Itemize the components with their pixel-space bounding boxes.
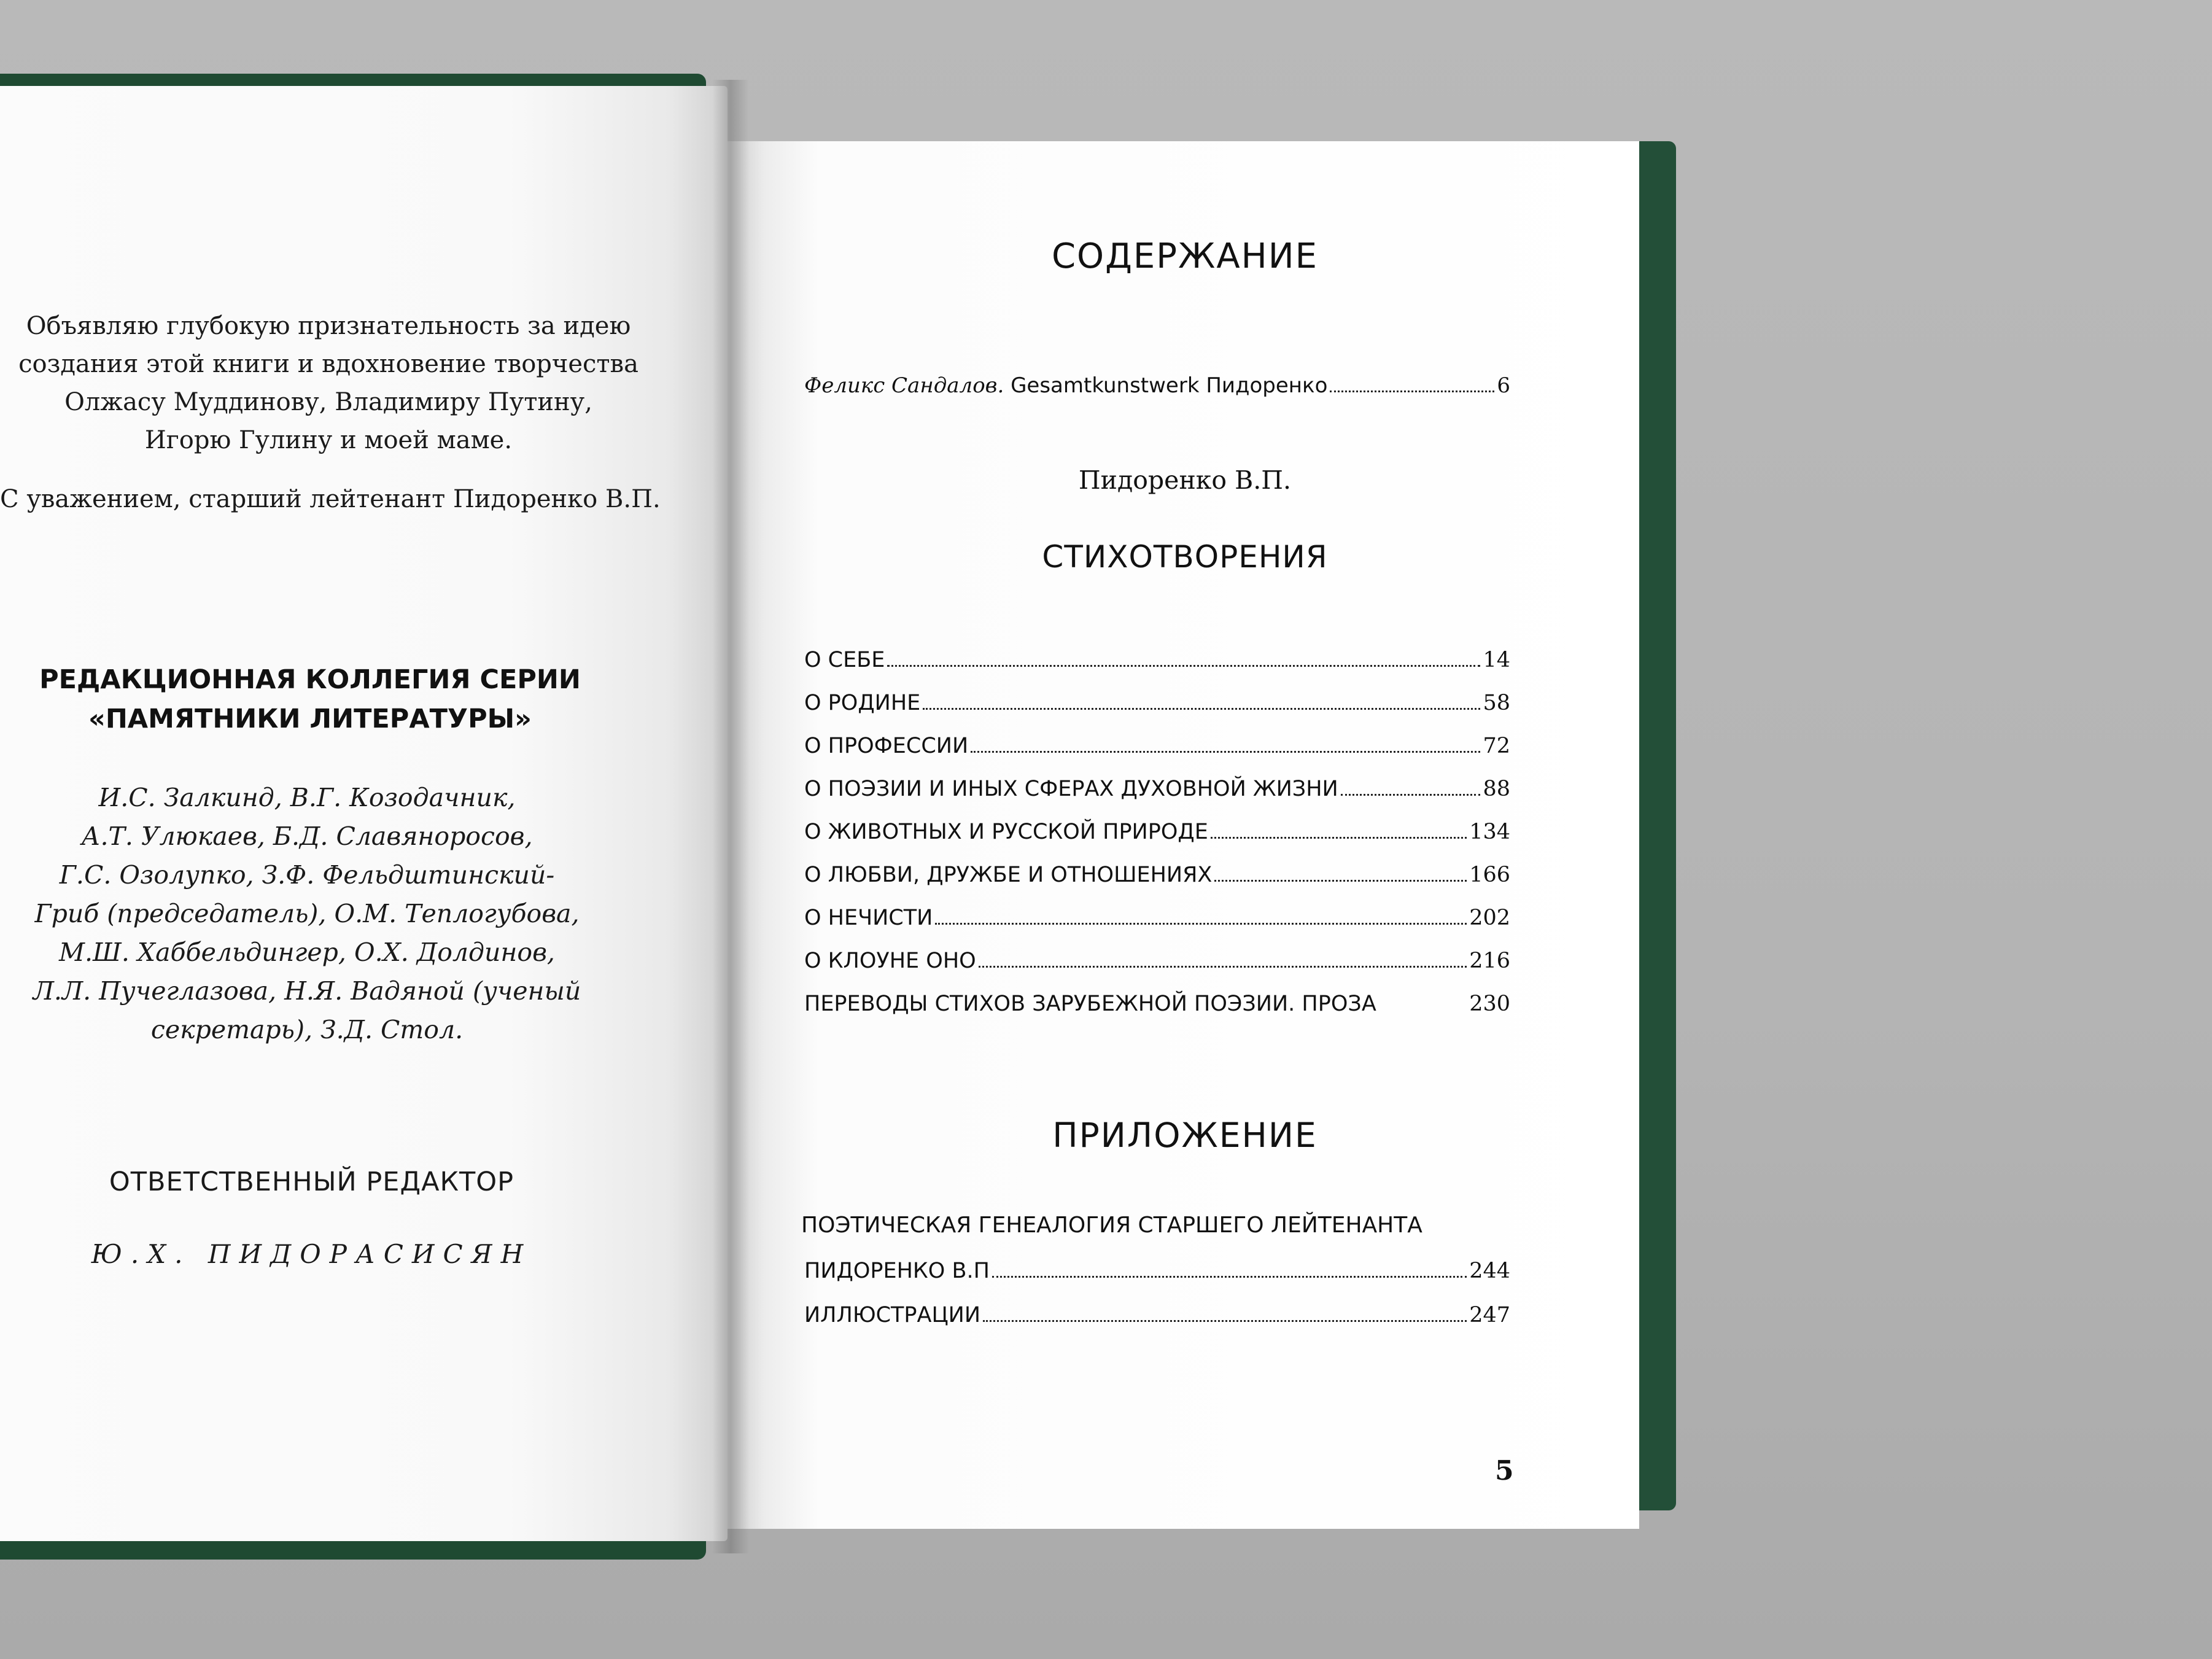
toc-entry-page: 244 — [1469, 1259, 1510, 1283]
toc-dot-leader — [983, 1320, 1467, 1322]
toc-entry-page: 247 — [1469, 1303, 1510, 1327]
toc-entry-label: О ПРОФЕССИИ — [804, 734, 969, 758]
toc-entry — [804, 734, 1510, 758]
acknowledgement-line: Объявляю глубокую признательность за идею — [26, 312, 631, 340]
toc-entry-label: О РОДИНЕ — [804, 691, 921, 715]
toc-entry — [804, 1303, 1510, 1327]
board-title-line: «ПАМЯТНИКИ ЛИТЕРАТУРЫ» — [88, 704, 532, 734]
signature: С уважением, старший лейтенант Пидоренко В.П. — [0, 485, 661, 513]
toc-dot-leader — [1214, 880, 1467, 882]
toc-dot-leader — [971, 751, 1480, 753]
toc-entry — [804, 691, 1510, 715]
board-member-line: М.Ш. Хаббельдингер, О.Х. Долдинов, — [59, 938, 555, 967]
toc-entry — [804, 648, 1510, 672]
toc-dot-leader — [1330, 390, 1494, 392]
toc-entry — [804, 820, 1510, 844]
toc-entry-page: 72 — [1483, 734, 1510, 758]
toc-entry-text: Gesamtkunstwerk Пидоренко — [1004, 373, 1328, 398]
acknowledgement-line: Олжасу Муддинову, Владимиру Путину, — [64, 388, 592, 416]
acknowledgement-line: создания этой книги и вдохновение творчества — [18, 350, 638, 378]
toc-entry-label: ПИДОРЕНКО В.П — [804, 1259, 990, 1283]
board-member-line: Л.Л. Пучеглазова, Н.Я. Вадяной (ученый — [33, 976, 581, 1006]
poems-section-title: СТИХОТВОРЕНИЯ — [1042, 539, 1328, 575]
toc-dot-leader — [1211, 837, 1467, 839]
toc-entry-label: О КЛОУНЕ ОНО — [804, 949, 976, 973]
toc-entry — [804, 777, 1510, 801]
contents-title: СОДЕРЖАНИЕ — [1051, 236, 1319, 276]
toc-dot-leader — [1341, 794, 1481, 796]
toc-entry-page: 14 — [1483, 648, 1510, 672]
toc-entry-label: ПЕРЕВОДЫ СТИХОВ ЗАРУБЕЖНОЙ ПОЭЗИИ. ПРОЗА — [804, 992, 1376, 1016]
toc-dot-leader — [923, 708, 1480, 710]
responsible-editor-name: Ю.Х. ПИДОРАСИСЯН — [91, 1239, 532, 1269]
toc-dot-leader — [887, 665, 1480, 667]
toc-entry-page: 6 — [1497, 373, 1510, 398]
toc-entry-label: ИЛЛЮСТРАЦИИ — [804, 1303, 981, 1327]
toc-entry-page: 88 — [1483, 777, 1510, 801]
board-members — [0, 779, 614, 1049]
toc-dot-leader — [979, 966, 1467, 968]
toc-entry-label — [804, 373, 1327, 398]
acknowledgement-line: Игорю Гулину и моей маме. — [144, 426, 513, 454]
board-title-line: РЕДАКЦИОННАЯ КОЛЛЕГИЯ СЕРИИ — [39, 664, 581, 695]
board-member-line: Г.С. Озолупко, З.Ф. Фельдштинский- — [59, 860, 555, 890]
toc-entry — [804, 992, 1510, 1016]
appendix-title: ПРИЛОЖЕНИЕ — [1052, 1116, 1317, 1155]
toc-dot-leader — [992, 1276, 1467, 1278]
board-member-line: Гриб (председатель), О.М. Теплогубова, — [34, 899, 580, 928]
toc-entry-page: 202 — [1469, 906, 1510, 930]
toc-entry — [804, 906, 1510, 930]
editorial-board-title — [0, 660, 620, 739]
toc-entry-label: О СЕБЕ — [804, 648, 885, 672]
board-member-line: И.С. Залкинд, В.Г. Козодачник, — [98, 783, 516, 812]
toc-entry-label: О ЖИВОТНЫХ И РУССКОЙ ПРИРОДЕ — [804, 820, 1208, 844]
toc-entry-author: Феликс Сандалов. — [804, 373, 1004, 398]
board-member-line: А.Т. Улюкаев, Б.Д. Славяноросов, — [81, 822, 533, 851]
toc-entry-page: 134 — [1469, 820, 1510, 844]
toc-dot-leader — [935, 923, 1467, 925]
author-name: Пидоренко В.П. — [1078, 465, 1292, 495]
acknowledgement — [0, 307, 657, 459]
page-number: 5 — [1495, 1455, 1514, 1486]
toc-entry-page: 216 — [1469, 949, 1510, 973]
toc-entry-page: 58 — [1483, 691, 1510, 715]
toc-entry — [804, 863, 1510, 887]
appendix-entry-line: ПОЭТИЧЕСКАЯ ГЕНЕАЛОГИЯ СТАРШЕГО ЛЕЙТЕНАНТА — [801, 1213, 1422, 1238]
board-member-line: секретарь), З.Д. Стол. — [150, 1015, 464, 1044]
toc-entry-label: О НЕЧИСТИ — [804, 906, 933, 930]
toc-entry-label: О ЛЮБВИ, ДРУЖБЕ И ОТНОШЕНИЯХ — [804, 863, 1213, 887]
toc-entry-page: 230 — [1469, 992, 1510, 1016]
responsible-editor-label: ОТВЕТСТВЕННЫЙ РЕДАКТОР — [109, 1167, 514, 1197]
toc-entry-page: 166 — [1469, 863, 1510, 887]
toc-entry — [804, 949, 1510, 973]
toc-entry-intro — [804, 373, 1510, 398]
toc-entry — [804, 1259, 1510, 1283]
book-gutter — [712, 80, 749, 1553]
toc-entry-label: О ПОЭЗИИ И ИНЫХ СФЕРАХ ДУХОВНОЙ ЖИЗНИ — [804, 777, 1338, 801]
